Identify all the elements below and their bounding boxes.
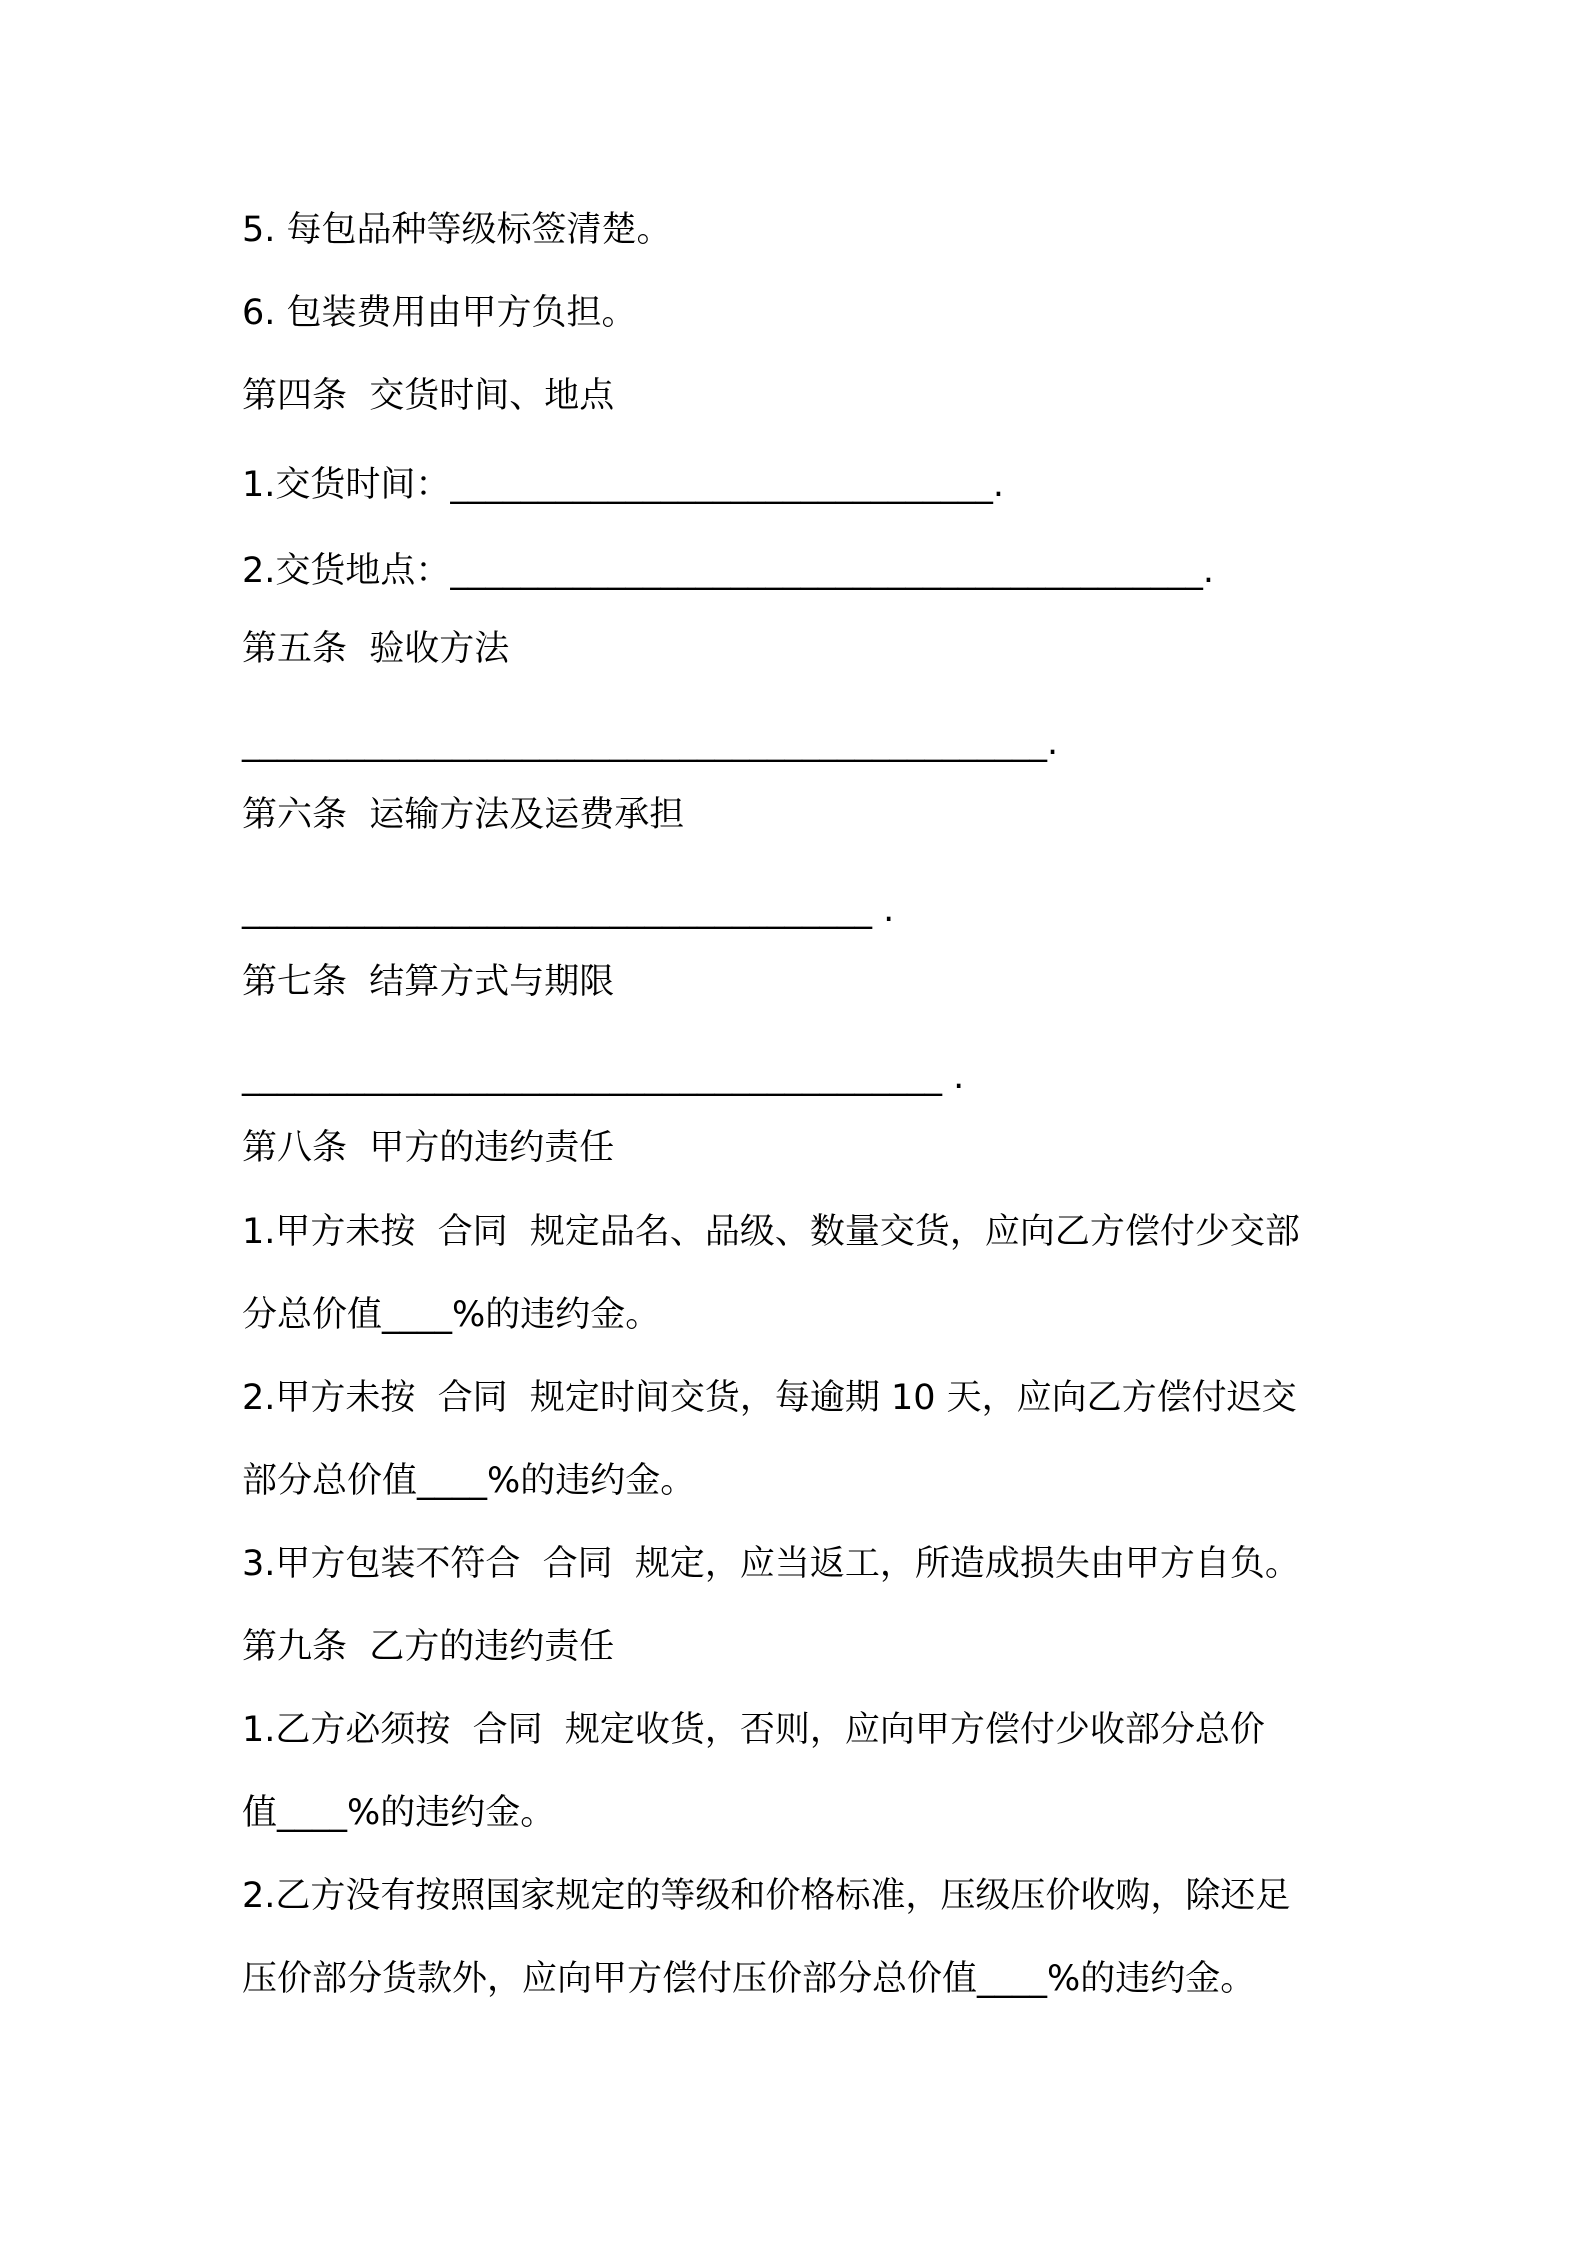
article-6-heading: 第六条 运输方法及运费承担 bbox=[242, 795, 685, 835]
party-a-liability-1-line-2: 分总价值____%的违约金。 bbox=[242, 1295, 661, 1335]
settlement-method-blank: ________________________________________ . bbox=[242, 1057, 965, 1097]
packing-item-5: 5. 每包品种等级标签清楚。 bbox=[242, 210, 672, 250]
delivery-place-line: 2.交货地点：___________________________________________. bbox=[242, 551, 1215, 591]
transport-method-blank: ____________________________________ . bbox=[242, 890, 895, 930]
party-b-liability-1-line-2: 值____%的违约金。 bbox=[242, 1793, 556, 1833]
article-4-heading: 第四条 交货时间、地点 bbox=[242, 376, 615, 416]
party-b-liability-1-line-1: 1.乙方必须按 合同 规定收货，否则，应向甲方偿付少收部分总价 bbox=[242, 1710, 1265, 1750]
article-7-heading: 第七条 结算方式与期限 bbox=[242, 962, 615, 1002]
delivery-time-line: 1.交货时间：_______________________________. bbox=[242, 465, 1005, 505]
party-a-liability-2-line-1: 2.甲方未按 合同 规定时间交货，每逾期 10 天，应向乙方偿付迟交 bbox=[242, 1378, 1297, 1418]
article-5-heading: 第五条 验收方法 bbox=[242, 629, 510, 669]
party-a-liability-3: 3.甲方包装不符合 合同 规定，应当返工，所造成损失由甲方自负。 bbox=[242, 1544, 1300, 1584]
inspection-method-blank: ______________________________________________. bbox=[242, 723, 1059, 763]
packing-item-6: 6. 包装费用由甲方负担。 bbox=[242, 293, 637, 333]
party-a-liability-2-line-2: 部分总价值____%的违约金。 bbox=[242, 1461, 696, 1501]
party-a-liability-1-line-1: 1.甲方未按 合同 规定品名、品级、数量交货，应向乙方偿付少交部 bbox=[242, 1212, 1300, 1252]
party-b-liability-2-line-1: 2.乙方没有按照国家规定的等级和价格标准，压级压价收购，除还足 bbox=[242, 1876, 1291, 1916]
article-9-heading: 第九条 乙方的违约责任 bbox=[242, 1627, 615, 1667]
article-8-heading: 第八条 甲方的违约责任 bbox=[242, 1128, 615, 1168]
party-b-liability-2-line-2: 压价部分货款外，应向甲方偿付压价部分总价值____%的违约金。 bbox=[242, 1959, 1256, 1999]
